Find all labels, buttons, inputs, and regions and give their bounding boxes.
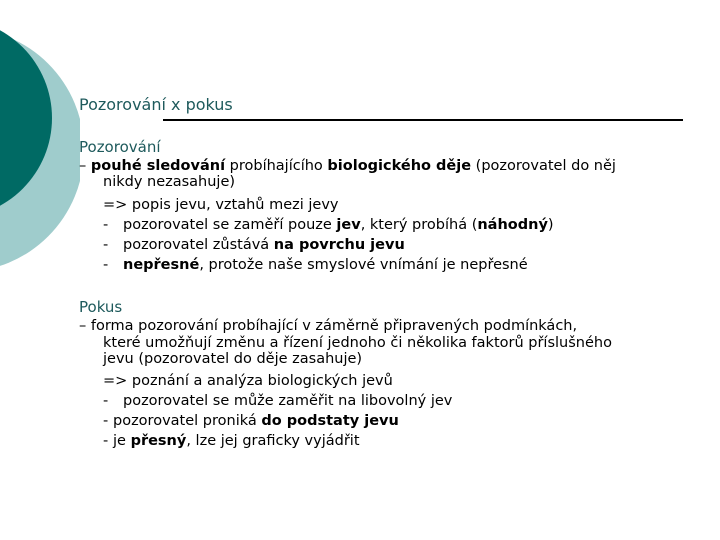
experiment-intro-2: které umožňují změnu a řízení jednoho či několika faktorů příslušného: [103, 335, 612, 351]
observation-heading: Pozorování: [79, 138, 161, 156]
title-underline: [163, 119, 683, 121]
item-text: pozorovatel proniká: [113, 413, 262, 429]
dash: -: [103, 413, 109, 429]
experiment-item-3: [79, 431, 709, 451]
intro-prefix: –: [79, 158, 91, 174]
slide-title: Pozorování x pokus: [79, 95, 233, 114]
item-text: , který probíhá (: [360, 217, 478, 233]
dash: -: [103, 237, 109, 253]
observation-item-3: [79, 255, 709, 275]
dash: -: [103, 393, 109, 409]
observation-result: => popis jevu, vztahů mezi jevy: [103, 197, 339, 213]
experiment-item-1: [79, 391, 709, 411]
item-bold: do podstaty jevu: [261, 413, 399, 429]
intro-text-2: (pozorovatel do něj: [471, 158, 616, 174]
item-text: pozorovatel se zaměří pouze: [123, 217, 337, 233]
dash: -: [103, 433, 109, 449]
experiment-intro-3: jevu (pozorovatel do děje zasahuje): [103, 351, 363, 367]
item-text: pozorovatel zůstává: [123, 237, 274, 253]
dash: -: [103, 257, 109, 273]
intro-text-1: probíhajícího: [225, 158, 328, 174]
observation-intro: [79, 157, 709, 175]
item-bold: náhodný: [477, 217, 548, 233]
experiment-item-2: [79, 411, 709, 431]
item-bold: jev: [336, 217, 361, 233]
item-text: pozorovatel se může zaměřit na libovolný jev: [123, 393, 453, 409]
item-text: , lze jej graficky vyjádřit: [186, 433, 360, 449]
item-text: , protože naše smyslové vnímání je nepřesné: [199, 257, 528, 273]
item-bold: na povrchu jevu: [273, 237, 405, 253]
observation-item-1: [79, 215, 709, 235]
experiment-heading: Pokus: [79, 298, 123, 316]
intro-bold-2: biologického děje: [327, 158, 472, 174]
item-text: je: [113, 433, 131, 449]
item-text: ): [547, 217, 554, 233]
observation-section: [79, 137, 709, 275]
dash: -: [103, 217, 109, 233]
experiment-intro-1: – forma pozorování probíhající v záměrně připravených podmínkách,: [79, 318, 578, 334]
item-bold: přesný: [130, 433, 187, 449]
experiment-section: [79, 297, 709, 451]
item-bold: nepřesné: [123, 257, 200, 273]
observation-item-2: [79, 235, 709, 255]
decorative-circles: [0, 0, 80, 280]
experiment-result: => poznání a analýza biologických jevů: [103, 373, 393, 389]
intro-bold-1: pouhé sledování: [90, 158, 226, 174]
observation-intro-cont: nikdy nezasahuje): [103, 174, 236, 190]
